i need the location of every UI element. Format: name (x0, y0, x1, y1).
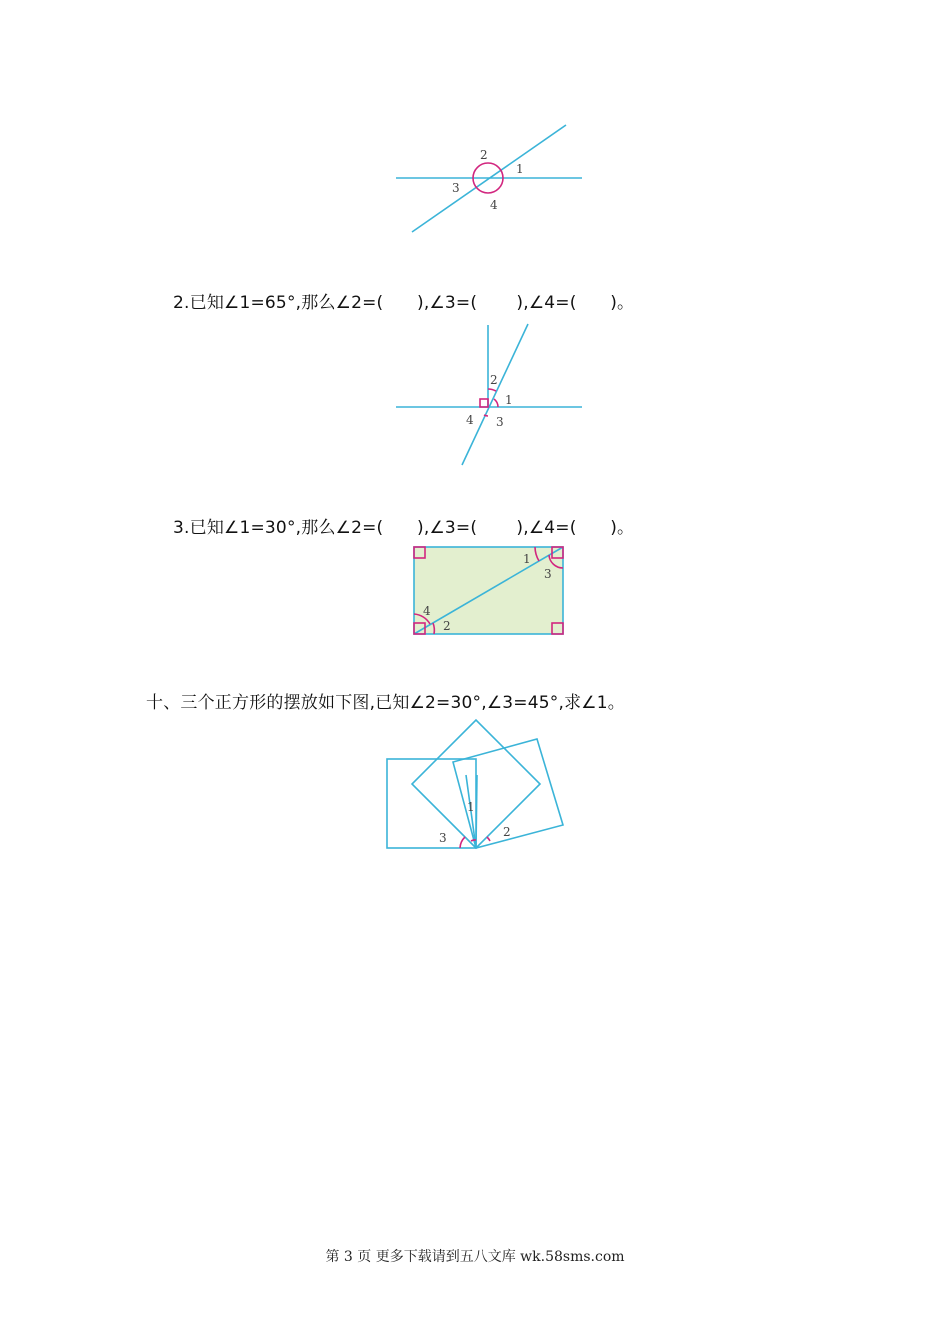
angle-label-1: 1 (516, 162, 524, 176)
angle-label-2: 2 (443, 619, 451, 633)
angle-label-3: 3 (439, 831, 447, 845)
angle-label-2: 2 (490, 373, 498, 387)
page-footer: 第 3 页 更多下载请到五八文库 wk.58sms.com (325, 1249, 625, 1265)
angle-label-3: 3 (544, 567, 552, 581)
angle-label-3: 3 (496, 415, 504, 429)
figure-intersecting-lines-1 (380, 115, 600, 240)
question-2: 2.已知∠1=65°,那么∠2=( ),∠3=( ),∠4=( )。 (173, 293, 635, 313)
angle-label-1: 1 (505, 393, 513, 407)
angle-label-4: 4 (466, 413, 474, 427)
angle-label-2: 2 (503, 825, 511, 839)
figure-perpendicular-lines (380, 320, 600, 470)
figure-rectangle-diagonal (405, 540, 575, 642)
angle-label-4: 4 (490, 198, 498, 212)
angle-label-3: 3 (452, 181, 460, 195)
angle-label-4: 4 (423, 604, 431, 618)
angle-label-1: 1 (467, 800, 475, 814)
question-3: 3.已知∠1=30°,那么∠2=( ),∠3=( ),∠4=( )。 (173, 518, 635, 538)
angle-label-1: 1 (523, 552, 531, 566)
figure-three-squares (380, 715, 570, 855)
question-10: 十、三个正方形的摆放如下图,已知∠2=30°,∠3=45°,求∠1。 (146, 693, 625, 713)
angle-label-2: 2 (480, 148, 488, 162)
